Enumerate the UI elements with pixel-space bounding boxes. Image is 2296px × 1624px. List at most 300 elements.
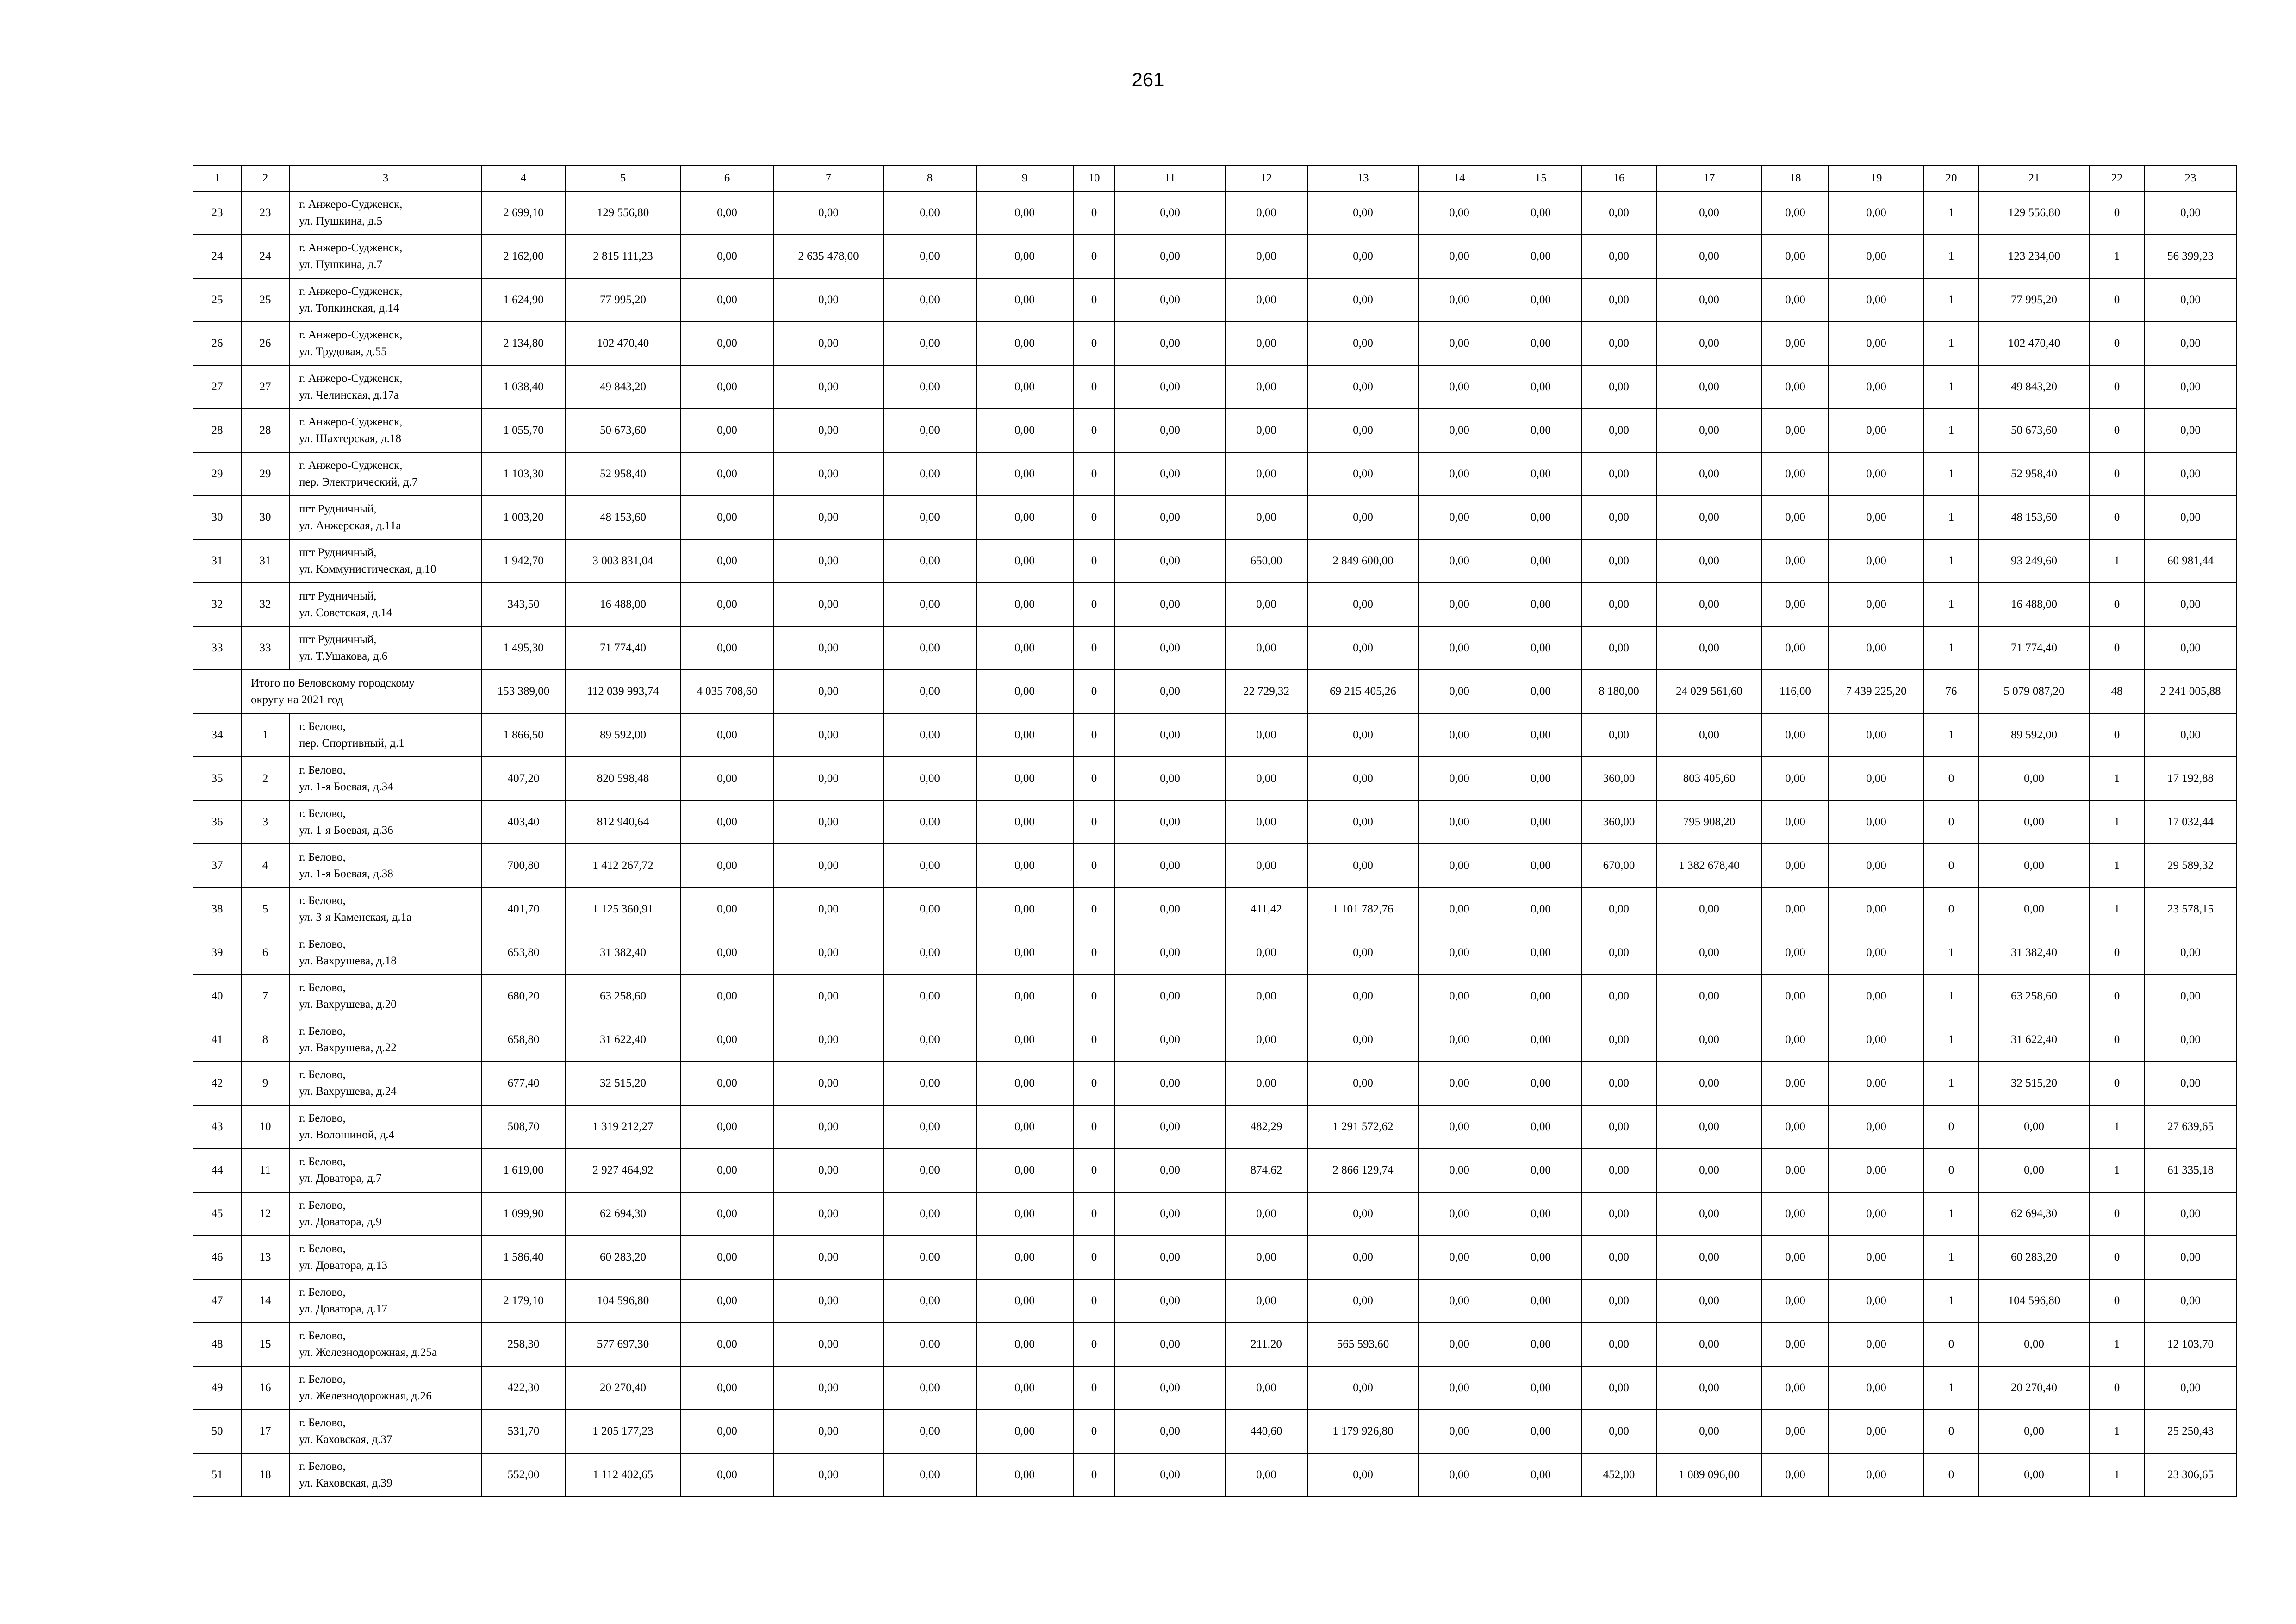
address-line: г. Анжеро-Судженск, xyxy=(299,459,403,472)
value-cell-col-4: 153 389,00 xyxy=(482,670,565,713)
value-cell-col-20: 1 xyxy=(1924,931,1979,974)
value-cell-col-13: 0,00 xyxy=(1307,1453,1419,1497)
value-cell-col-17: 0,00 xyxy=(1656,1018,1762,1062)
address-line: пер. Электрический, д.7 xyxy=(299,476,418,488)
value-cell-col-23: 23 306,65 xyxy=(2144,1453,2237,1497)
value-cell-col-15: 0,00 xyxy=(1500,713,1581,757)
value-cell-col-6: 0,00 xyxy=(681,626,773,670)
value-cell-col-18: 0,00 xyxy=(1762,713,1829,757)
value-cell-col-4: 658,80 xyxy=(482,1018,565,1062)
address-line: г. Анжеро-Судженск, xyxy=(299,372,403,385)
value-cell-col-12: 211,20 xyxy=(1225,1323,1307,1366)
value-cell-col-23: 0,00 xyxy=(2144,931,2237,974)
value-cell-col-22: 1 xyxy=(2090,757,2144,800)
value-cell-col-9: 0,00 xyxy=(976,1323,1073,1366)
value-cell-col-10: 0 xyxy=(1073,1366,1115,1410)
value-cell-col-10: 0 xyxy=(1073,235,1115,278)
address-line: г. Белово, xyxy=(299,764,346,776)
value-cell-col-19: 0,00 xyxy=(1829,583,1924,626)
value-cell-col-22: 0 xyxy=(2090,409,2144,452)
row-number-cell: 33 xyxy=(193,626,241,670)
value-cell-col-15: 0,00 xyxy=(1500,1453,1581,1497)
table-row xyxy=(193,1366,2237,1410)
column-header-3: 3 xyxy=(289,165,482,191)
value-cell-col-4: 2 162,00 xyxy=(482,235,565,278)
value-cell-col-15: 0,00 xyxy=(1500,235,1581,278)
row-number-cell: 39 xyxy=(193,931,241,974)
group-number-cell: 25 xyxy=(241,278,289,322)
value-cell-col-19: 0,00 xyxy=(1829,452,1924,496)
column-header-7: 7 xyxy=(773,165,884,191)
row-number-cell: 48 xyxy=(193,1323,241,1366)
value-cell-col-22: 1 xyxy=(2090,235,2144,278)
value-cell-col-15: 0,00 xyxy=(1500,626,1581,670)
row-number-cell: 26 xyxy=(193,322,241,365)
address-line: ул. Железнодорожная, д.25а xyxy=(299,1346,437,1359)
address-line: г. Белово, xyxy=(299,1025,346,1037)
value-cell-col-18: 0,00 xyxy=(1762,1453,1829,1497)
table-row xyxy=(193,322,2237,365)
value-cell-col-14: 0,00 xyxy=(1419,452,1500,496)
value-cell-col-23: 60 981,44 xyxy=(2144,539,2237,583)
value-cell-col-19: 0,00 xyxy=(1829,191,1924,235)
row-number-cell: 43 xyxy=(193,1105,241,1149)
value-cell-col-23: 0,00 xyxy=(2144,1279,2237,1323)
value-cell-col-12: 650,00 xyxy=(1225,539,1307,583)
value-cell-col-22: 0 xyxy=(2090,278,2144,322)
value-cell-col-4: 1 942,70 xyxy=(482,539,565,583)
table-row xyxy=(193,1192,2237,1236)
value-cell-col-14: 0,00 xyxy=(1419,1453,1500,1497)
value-cell-col-20: 0 xyxy=(1924,800,1979,844)
value-cell-col-4: 1 003,20 xyxy=(482,496,565,539)
value-cell-col-14: 0,00 xyxy=(1419,1149,1500,1192)
group-number-cell: 8 xyxy=(241,1018,289,1062)
address-line: ул. Волошиной, д.4 xyxy=(299,1129,395,1141)
column-header-6: 6 xyxy=(681,165,773,191)
value-cell-col-23: 0,00 xyxy=(2144,1062,2237,1105)
value-cell-col-23: 0,00 xyxy=(2144,322,2237,365)
value-cell-col-21: 16 488,00 xyxy=(1979,583,2090,626)
value-cell-col-14: 0,00 xyxy=(1419,1062,1500,1105)
value-cell-col-14: 0,00 xyxy=(1419,583,1500,626)
value-cell-col-8: 0,00 xyxy=(884,322,976,365)
value-cell-col-10: 0 xyxy=(1073,1149,1115,1192)
value-cell-col-21: 102 470,40 xyxy=(1979,322,2090,365)
value-cell-col-12: 0,00 xyxy=(1225,1453,1307,1497)
value-cell-col-11: 0,00 xyxy=(1115,757,1225,800)
total-label-line: Итого по Беловскому городскому xyxy=(251,677,415,689)
value-cell-col-9: 0,00 xyxy=(976,931,1073,974)
value-cell-col-14: 0,00 xyxy=(1419,1323,1500,1366)
value-cell-col-20: 0 xyxy=(1924,1410,1979,1453)
table-row xyxy=(193,583,2237,626)
group-number-cell: 17 xyxy=(241,1410,289,1453)
value-cell-col-5: 31 622,40 xyxy=(565,1018,681,1062)
value-cell-col-9: 0,00 xyxy=(976,1062,1073,1105)
value-cell-col-19: 0,00 xyxy=(1829,800,1924,844)
value-cell-col-6: 0,00 xyxy=(681,1236,773,1279)
value-cell-col-23: 0,00 xyxy=(2144,365,2237,409)
address-cell xyxy=(289,539,482,583)
value-cell-col-11: 0,00 xyxy=(1115,844,1225,887)
column-header-1: 1 xyxy=(193,165,241,191)
value-cell-col-9: 0,00 xyxy=(976,1105,1073,1149)
address-line: г. Белово, xyxy=(299,1286,346,1299)
address-cell xyxy=(289,974,482,1018)
value-cell-col-22: 1 xyxy=(2090,1410,2144,1453)
value-cell-col-11: 0,00 xyxy=(1115,191,1225,235)
value-cell-col-11: 0,00 xyxy=(1115,365,1225,409)
value-cell-col-22: 0 xyxy=(2090,1192,2144,1236)
table-row xyxy=(193,1018,2237,1062)
value-cell-col-18: 0,00 xyxy=(1762,1279,1829,1323)
value-cell-col-7: 0,00 xyxy=(773,1453,884,1497)
value-cell-col-7: 0,00 xyxy=(773,974,884,1018)
address-cell xyxy=(289,1366,482,1410)
address-line: ул. Советская, д.14 xyxy=(299,606,392,619)
value-cell-col-13: 0,00 xyxy=(1307,452,1419,496)
value-cell-col-22: 0 xyxy=(2090,1018,2144,1062)
total-spacer-cell xyxy=(193,670,241,713)
value-cell-col-7: 0,00 xyxy=(773,1062,884,1105)
value-cell-col-21: 0,00 xyxy=(1979,1410,2090,1453)
value-cell-col-6: 4 035 708,60 xyxy=(681,670,773,713)
value-cell-col-23: 0,00 xyxy=(2144,1192,2237,1236)
value-cell-col-16: 360,00 xyxy=(1581,800,1656,844)
address-line: пгт Рудничный, xyxy=(299,633,377,646)
value-cell-col-5: 60 283,20 xyxy=(565,1236,681,1279)
value-cell-col-5: 31 382,40 xyxy=(565,931,681,974)
value-cell-col-16: 0,00 xyxy=(1581,365,1656,409)
value-cell-col-19: 0,00 xyxy=(1829,626,1924,670)
value-cell-col-13: 0,00 xyxy=(1307,931,1419,974)
value-cell-col-17: 0,00 xyxy=(1656,191,1762,235)
value-cell-col-14: 0,00 xyxy=(1419,844,1500,887)
row-number-cell: 35 xyxy=(193,757,241,800)
value-cell-col-20: 0 xyxy=(1924,757,1979,800)
value-cell-col-8: 0,00 xyxy=(884,800,976,844)
value-cell-col-16: 0,00 xyxy=(1581,235,1656,278)
value-cell-col-22: 1 xyxy=(2090,887,2144,931)
column-header-11: 11 xyxy=(1115,165,1225,191)
value-cell-col-13: 1 291 572,62 xyxy=(1307,1105,1419,1149)
value-cell-col-10: 0 xyxy=(1073,583,1115,626)
value-cell-col-17: 0,00 xyxy=(1656,365,1762,409)
group-number-cell: 9 xyxy=(241,1062,289,1105)
value-cell-col-18: 0,00 xyxy=(1762,539,1829,583)
value-cell-col-12: 0,00 xyxy=(1225,278,1307,322)
value-cell-col-23: 23 578,15 xyxy=(2144,887,2237,931)
value-cell-col-5: 32 515,20 xyxy=(565,1062,681,1105)
value-cell-col-16: 0,00 xyxy=(1581,887,1656,931)
value-cell-col-10: 0 xyxy=(1073,1192,1115,1236)
value-cell-col-20: 1 xyxy=(1924,496,1979,539)
value-cell-col-6: 0,00 xyxy=(681,278,773,322)
address-line: ул. Вахрушева, д.24 xyxy=(299,1085,397,1098)
value-cell-col-14: 0,00 xyxy=(1419,1018,1500,1062)
value-cell-col-6: 0,00 xyxy=(681,1410,773,1453)
value-cell-col-12: 0,00 xyxy=(1225,1366,1307,1410)
value-cell-col-22: 0 xyxy=(2090,1279,2144,1323)
value-cell-col-14: 0,00 xyxy=(1419,974,1500,1018)
value-cell-col-11: 0,00 xyxy=(1115,1192,1225,1236)
value-cell-col-17: 0,00 xyxy=(1656,1236,1762,1279)
value-cell-col-18: 116,00 xyxy=(1762,670,1829,713)
value-cell-col-14: 0,00 xyxy=(1419,539,1500,583)
row-number-cell: 51 xyxy=(193,1453,241,1497)
value-cell-col-12: 0,00 xyxy=(1225,844,1307,887)
value-cell-col-18: 0,00 xyxy=(1762,626,1829,670)
value-cell-col-12: 0,00 xyxy=(1225,409,1307,452)
value-cell-col-13: 1 179 926,80 xyxy=(1307,1410,1419,1453)
value-cell-col-11: 0,00 xyxy=(1115,800,1225,844)
row-number-cell: 49 xyxy=(193,1366,241,1410)
value-cell-col-16: 360,00 xyxy=(1581,757,1656,800)
value-cell-col-4: 677,40 xyxy=(482,1062,565,1105)
value-cell-col-11: 0,00 xyxy=(1115,235,1225,278)
value-cell-col-15: 0,00 xyxy=(1500,1018,1581,1062)
value-cell-col-17: 1 382 678,40 xyxy=(1656,844,1762,887)
value-cell-col-9: 0,00 xyxy=(976,974,1073,1018)
table-row xyxy=(193,757,2237,800)
value-cell-col-21: 49 843,20 xyxy=(1979,365,2090,409)
row-number-cell: 32 xyxy=(193,583,241,626)
value-cell-col-9: 0,00 xyxy=(976,1192,1073,1236)
value-cell-col-18: 0,00 xyxy=(1762,1149,1829,1192)
row-number-cell: 36 xyxy=(193,800,241,844)
value-cell-col-10: 0 xyxy=(1073,191,1115,235)
value-cell-col-19: 0,00 xyxy=(1829,1453,1924,1497)
value-cell-col-16: 0,00 xyxy=(1581,452,1656,496)
value-cell-col-17: 0,00 xyxy=(1656,409,1762,452)
address-cell xyxy=(289,1323,482,1366)
value-cell-col-9: 0,00 xyxy=(976,1366,1073,1410)
value-cell-col-19: 0,00 xyxy=(1829,1323,1924,1366)
value-cell-col-13: 0,00 xyxy=(1307,800,1419,844)
value-cell-col-22: 1 xyxy=(2090,1105,2144,1149)
group-number-cell: 29 xyxy=(241,452,289,496)
value-cell-col-6: 0,00 xyxy=(681,235,773,278)
value-cell-col-18: 0,00 xyxy=(1762,1105,1829,1149)
value-cell-col-10: 0 xyxy=(1073,887,1115,931)
row-number-cell: 47 xyxy=(193,1279,241,1323)
value-cell-col-18: 0,00 xyxy=(1762,800,1829,844)
value-cell-col-13: 0,00 xyxy=(1307,1279,1419,1323)
value-cell-col-8: 0,00 xyxy=(884,278,976,322)
value-cell-col-20: 1 xyxy=(1924,1018,1979,1062)
group-number-cell: 31 xyxy=(241,539,289,583)
row-number-cell: 38 xyxy=(193,887,241,931)
value-cell-col-12: 0,00 xyxy=(1225,496,1307,539)
value-cell-col-21: 62 694,30 xyxy=(1979,1192,2090,1236)
address-line: ул. Вахрушева, д.22 xyxy=(299,1042,397,1054)
value-cell-col-13: 0,00 xyxy=(1307,713,1419,757)
value-cell-col-4: 531,70 xyxy=(482,1410,565,1453)
group-number-cell: 28 xyxy=(241,409,289,452)
value-cell-col-22: 0 xyxy=(2090,583,2144,626)
value-cell-col-17: 0,00 xyxy=(1656,974,1762,1018)
address-cell xyxy=(289,1410,482,1453)
value-cell-col-23: 0,00 xyxy=(2144,626,2237,670)
column-header-18: 18 xyxy=(1762,165,1829,191)
address-line: ул. Каховская, д.39 xyxy=(299,1477,392,1489)
value-cell-col-16: 0,00 xyxy=(1581,626,1656,670)
value-cell-col-14: 0,00 xyxy=(1419,1236,1500,1279)
value-cell-col-12: 0,00 xyxy=(1225,191,1307,235)
value-cell-col-23: 0,00 xyxy=(2144,974,2237,1018)
value-cell-col-11: 0,00 xyxy=(1115,452,1225,496)
address-line: ул. Доватора, д.9 xyxy=(299,1216,382,1228)
value-cell-col-17: 0,00 xyxy=(1656,1149,1762,1192)
value-cell-col-4: 407,20 xyxy=(482,757,565,800)
address-line: ул. Трудовая, д.55 xyxy=(299,345,387,358)
value-cell-col-17: 0,00 xyxy=(1656,452,1762,496)
value-cell-col-5: 112 039 993,74 xyxy=(565,670,681,713)
value-cell-col-8: 0,00 xyxy=(884,1192,976,1236)
value-cell-col-11: 0,00 xyxy=(1115,1453,1225,1497)
value-cell-col-5: 820 598,48 xyxy=(565,757,681,800)
value-cell-col-4: 2 134,80 xyxy=(482,322,565,365)
value-cell-col-22: 0 xyxy=(2090,322,2144,365)
value-cell-col-12: 0,00 xyxy=(1225,583,1307,626)
value-cell-col-23: 56 399,23 xyxy=(2144,235,2237,278)
value-cell-col-22: 0 xyxy=(2090,1236,2144,1279)
value-cell-col-7: 0,00 xyxy=(773,1018,884,1062)
value-cell-col-11: 0,00 xyxy=(1115,539,1225,583)
value-cell-col-15: 0,00 xyxy=(1500,1410,1581,1453)
table-row xyxy=(193,931,2237,974)
value-cell-col-21: 77 995,20 xyxy=(1979,278,2090,322)
table-row xyxy=(193,235,2237,278)
table-row xyxy=(193,191,2237,235)
address-line: г. Белово, xyxy=(299,1330,346,1342)
value-cell-col-16: 8 180,00 xyxy=(1581,670,1656,713)
value-cell-col-5: 20 270,40 xyxy=(565,1366,681,1410)
value-cell-col-5: 102 470,40 xyxy=(565,322,681,365)
column-header-15: 15 xyxy=(1500,165,1581,191)
value-cell-col-20: 76 xyxy=(1924,670,1979,713)
value-cell-col-5: 812 940,64 xyxy=(565,800,681,844)
value-cell-col-4: 258,30 xyxy=(482,1323,565,1366)
value-cell-col-5: 89 592,00 xyxy=(565,713,681,757)
value-cell-col-12: 0,00 xyxy=(1225,931,1307,974)
value-cell-col-23: 0,00 xyxy=(2144,713,2237,757)
value-cell-col-11: 0,00 xyxy=(1115,887,1225,931)
value-cell-col-21: 48 153,60 xyxy=(1979,496,2090,539)
value-cell-col-22: 0 xyxy=(2090,1062,2144,1105)
value-cell-col-5: 50 673,60 xyxy=(565,409,681,452)
value-cell-col-9: 0,00 xyxy=(976,539,1073,583)
value-cell-col-17: 0,00 xyxy=(1656,887,1762,931)
value-cell-col-14: 0,00 xyxy=(1419,887,1500,931)
value-cell-col-10: 0 xyxy=(1073,1279,1115,1323)
row-number-cell: 29 xyxy=(193,452,241,496)
value-cell-col-4: 1 495,30 xyxy=(482,626,565,670)
total-label-cell xyxy=(241,670,482,713)
value-cell-col-7: 0,00 xyxy=(773,1192,884,1236)
value-cell-col-9: 0,00 xyxy=(976,713,1073,757)
value-cell-col-20: 1 xyxy=(1924,409,1979,452)
value-cell-col-6: 0,00 xyxy=(681,365,773,409)
value-cell-col-13: 69 215 405,26 xyxy=(1307,670,1419,713)
address-line: ул. 1-я Боевая, д.34 xyxy=(299,781,393,793)
value-cell-col-18: 0,00 xyxy=(1762,1236,1829,1279)
value-cell-col-16: 0,00 xyxy=(1581,1018,1656,1062)
value-cell-col-21: 89 592,00 xyxy=(1979,713,2090,757)
value-cell-col-9: 0,00 xyxy=(976,1410,1073,1453)
value-cell-col-13: 0,00 xyxy=(1307,1062,1419,1105)
value-cell-col-11: 0,00 xyxy=(1115,974,1225,1018)
value-cell-col-13: 1 101 782,76 xyxy=(1307,887,1419,931)
table-row xyxy=(193,1453,2237,1497)
value-cell-col-18: 0,00 xyxy=(1762,1323,1829,1366)
row-number-cell: 50 xyxy=(193,1410,241,1453)
value-cell-col-9: 0,00 xyxy=(976,1279,1073,1323)
value-cell-col-19: 0,00 xyxy=(1829,1149,1924,1192)
value-cell-col-10: 0 xyxy=(1073,496,1115,539)
value-cell-col-13: 0,00 xyxy=(1307,496,1419,539)
row-number-cell: 45 xyxy=(193,1192,241,1236)
value-cell-col-17: 0,00 xyxy=(1656,235,1762,278)
data-table xyxy=(193,165,2237,1497)
value-cell-col-11: 0,00 xyxy=(1115,1149,1225,1192)
value-cell-col-4: 422,30 xyxy=(482,1366,565,1410)
column-header-21: 21 xyxy=(1979,165,2090,191)
value-cell-col-12: 482,29 xyxy=(1225,1105,1307,1149)
value-cell-col-7: 0,00 xyxy=(773,626,884,670)
value-cell-col-14: 0,00 xyxy=(1419,1279,1500,1323)
address-line: ул. Топкинская, д.14 xyxy=(299,302,399,314)
value-cell-col-10: 0 xyxy=(1073,1062,1115,1105)
value-cell-col-6: 0,00 xyxy=(681,322,773,365)
value-cell-col-12: 0,00 xyxy=(1225,800,1307,844)
value-cell-col-11: 0,00 xyxy=(1115,1105,1225,1149)
value-cell-col-6: 0,00 xyxy=(681,1018,773,1062)
value-cell-col-10: 0 xyxy=(1073,365,1115,409)
value-cell-col-6: 0,00 xyxy=(681,974,773,1018)
address-line: ул. Железнодорожная, д.26 xyxy=(299,1390,432,1402)
value-cell-col-6: 0,00 xyxy=(681,1366,773,1410)
address-line: пгт Рудничный, xyxy=(299,503,377,515)
value-cell-col-10: 0 xyxy=(1073,800,1115,844)
value-cell-col-5: 1 125 360,91 xyxy=(565,887,681,931)
row-number-cell: 34 xyxy=(193,713,241,757)
value-cell-col-8: 0,00 xyxy=(884,496,976,539)
value-cell-col-10: 0 xyxy=(1073,539,1115,583)
value-cell-col-5: 2 815 111,23 xyxy=(565,235,681,278)
address-line: г. Анжеро-Судженск, xyxy=(299,242,403,254)
value-cell-col-23: 0,00 xyxy=(2144,191,2237,235)
value-cell-col-14: 0,00 xyxy=(1419,713,1500,757)
address-cell xyxy=(289,1279,482,1323)
value-cell-col-20: 0 xyxy=(1924,1105,1979,1149)
value-cell-col-22: 0 xyxy=(2090,974,2144,1018)
value-cell-col-16: 0,00 xyxy=(1581,1062,1656,1105)
value-cell-col-4: 1 619,00 xyxy=(482,1149,565,1192)
value-cell-col-19: 0,00 xyxy=(1829,1062,1924,1105)
value-cell-col-11: 0,00 xyxy=(1115,1279,1225,1323)
value-cell-col-19: 0,00 xyxy=(1829,1236,1924,1279)
value-cell-col-16: 0,00 xyxy=(1581,713,1656,757)
value-cell-col-15: 0,00 xyxy=(1500,1323,1581,1366)
value-cell-col-14: 0,00 xyxy=(1419,1410,1500,1453)
value-cell-col-19: 0,00 xyxy=(1829,409,1924,452)
value-cell-col-21: 20 270,40 xyxy=(1979,1366,2090,1410)
value-cell-col-7: 0,00 xyxy=(773,1366,884,1410)
address-line: ул. Вахрушева, д.20 xyxy=(299,998,397,1011)
value-cell-col-7: 0,00 xyxy=(773,1410,884,1453)
